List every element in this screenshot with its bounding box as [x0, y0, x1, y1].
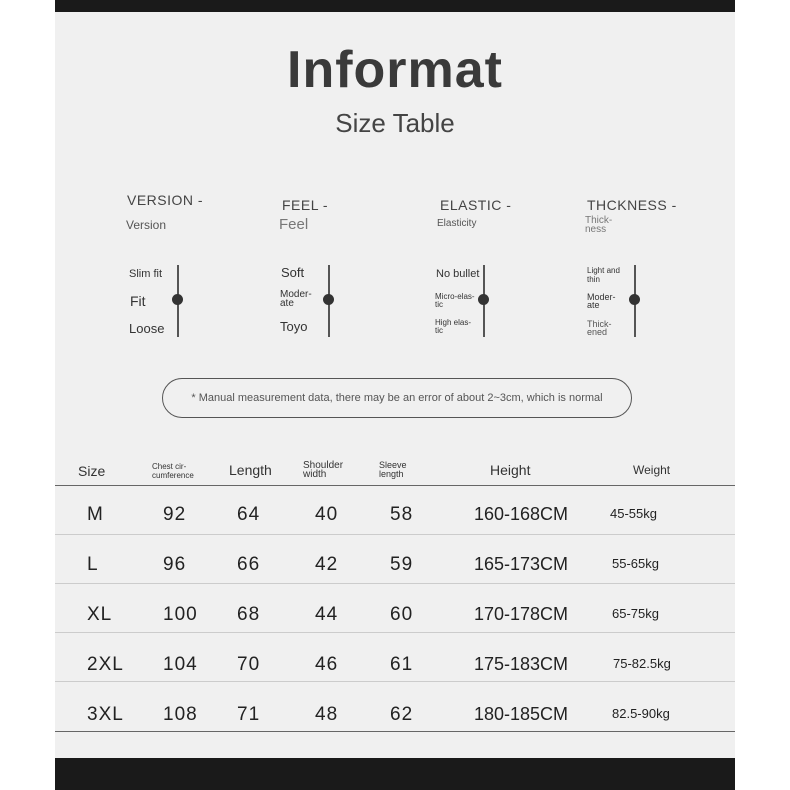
length-cell: 68 — [237, 604, 261, 625]
column-header-length: Length — [229, 462, 272, 478]
size-cell: M — [87, 504, 104, 525]
elastic-option: No bullet — [436, 268, 480, 280]
length-cell: 66 — [237, 554, 261, 575]
height-cell: 175-183CM — [474, 654, 569, 674]
thickness-option: Light and thin — [587, 266, 620, 284]
elastic-scale-marker — [478, 294, 489, 305]
chest-cell: 104 — [163, 654, 198, 675]
table-divider — [55, 534, 735, 535]
shoulder-cell: 42 — [315, 554, 339, 575]
column-header-chest: Chest cir- cumference — [152, 462, 194, 480]
page-subtitle: Size Table — [335, 108, 455, 138]
column-header-sleeve: Sleeve length — [379, 460, 407, 479]
chest-cell: 100 — [163, 604, 198, 625]
version-option: Fit — [130, 293, 146, 309]
thickness-option: Moder- ate — [587, 292, 616, 310]
height-cell: 180-185CM — [474, 704, 569, 724]
chest-cell: 108 — [163, 704, 198, 725]
version-option: Loose — [129, 321, 165, 336]
bottom-border-bar — [55, 758, 735, 790]
size-cell: L — [87, 554, 99, 575]
sleeve-cell: 62 — [390, 704, 414, 725]
thickness-heading: THCKNESS - — [587, 197, 677, 213]
table-divider — [55, 681, 735, 682]
thickness-scale-marker — [629, 294, 640, 305]
version-sub: Version — [126, 218, 167, 232]
weight-cell: 82.5-90kg — [612, 706, 670, 721]
column-header-height: Height — [490, 462, 531, 478]
table-divider — [55, 731, 735, 732]
shoulder-cell: 40 — [315, 504, 339, 525]
feel-option: Toyo — [280, 319, 308, 334]
weight-cell: 75-82.5kg — [613, 656, 671, 671]
version-heading: VERSION - — [127, 192, 204, 208]
height-cell: 170-178CM — [474, 604, 569, 624]
feel-option: Moder- ate — [280, 289, 312, 309]
weight-cell: 55-65kg — [612, 556, 659, 571]
weight-cell: 65-75kg — [612, 606, 659, 621]
weight-cell: 45-55kg — [610, 506, 657, 521]
shoulder-cell: 44 — [315, 604, 339, 625]
table-divider — [55, 632, 735, 633]
size-cell: 3XL — [87, 704, 124, 725]
elastic-option: Micro-elas- tic — [435, 292, 475, 309]
height-cell: 160-168CM — [474, 504, 569, 524]
page-title: Informat — [287, 41, 503, 99]
sleeve-cell: 60 — [390, 604, 414, 625]
thickness-option: Thick- ened — [587, 319, 612, 337]
feel-option: Soft — [281, 265, 305, 280]
height-cell: 165-173CM — [474, 554, 569, 574]
chest-cell: 96 — [163, 554, 187, 575]
table-divider — [55, 583, 735, 584]
measurement-note: * Manual measurement data, there may be an error of about 2~3cm, which is normal — [162, 378, 632, 418]
feel-heading: FEEL - — [282, 197, 329, 213]
chest-cell: 92 — [163, 504, 187, 525]
length-cell: 70 — [237, 654, 261, 675]
shoulder-cell: 46 — [315, 654, 339, 675]
version-option: Slim fit — [129, 268, 162, 280]
feel-scale-marker — [323, 294, 334, 305]
sleeve-cell: 58 — [390, 504, 414, 525]
version-scale-marker — [172, 294, 183, 305]
length-cell: 71 — [237, 704, 261, 725]
elastic-sub: Elasticity — [437, 218, 477, 229]
column-header-size: Size — [78, 463, 106, 479]
table-divider — [55, 485, 735, 486]
sleeve-cell: 59 — [390, 554, 414, 575]
column-header-shoulder: Shoulder width — [303, 460, 344, 480]
length-cell: 64 — [237, 504, 261, 525]
size-cell: 2XL — [87, 654, 124, 675]
elastic-heading: ELASTIC - — [440, 197, 512, 213]
feel-sub: Feel — [279, 216, 309, 233]
size-cell: XL — [87, 604, 113, 625]
shoulder-cell: 48 — [315, 704, 339, 725]
thickness-sub: Thick- ness — [585, 215, 613, 235]
elastic-option: High elas- tic — [435, 318, 472, 335]
sleeve-cell: 61 — [390, 654, 414, 675]
column-header-weight: Weight — [633, 463, 671, 477]
top-border-bar — [55, 0, 735, 12]
